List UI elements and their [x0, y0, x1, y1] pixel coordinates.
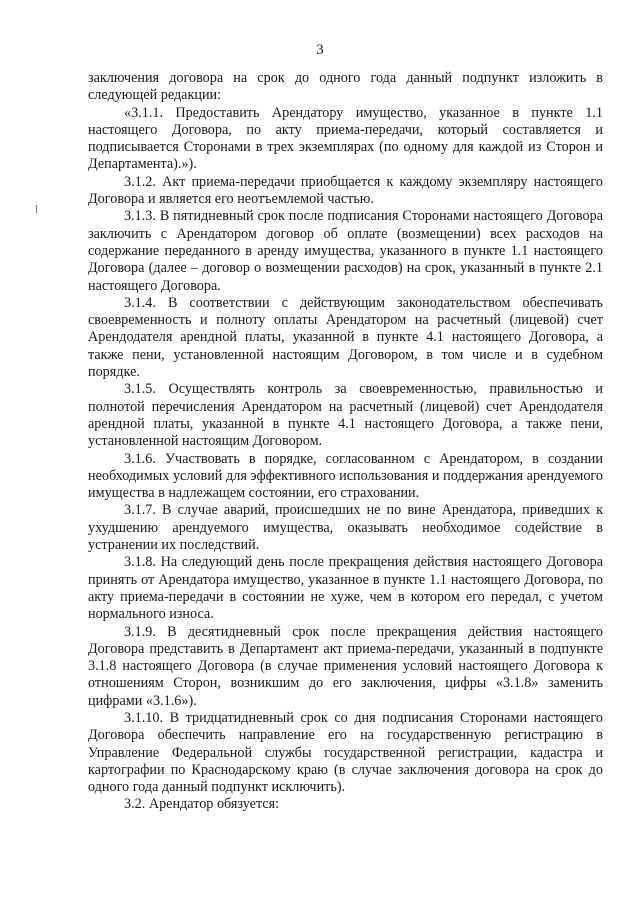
paragraph-3-1-2: 3.1.2. Акт приема-передачи приобщается к каждому экземпляру настоящего Договора и является его неотъемлемой частью.	[88, 173, 603, 208]
paragraph-3-1-6: 3.1.6. Участвовать в порядке, согласованном с Арендатором, в создании необходимых условий для эффективного использования и поддержания арендуемого имущества в надлежащем состоянии, его страховании.	[88, 450, 603, 502]
margin-mark	[36, 205, 37, 213]
paragraph-3-1-5: 3.1.5. Осуществлять контроль за своевременностью, правильностью и полнотой перечисления Арендатором на расчетный (лицевой) счет Арендодателя арендной платы, указанной в пункте 4.1 настоящего Договора, а также пени, установленной настоящим Договором.	[88, 381, 603, 450]
paragraph-continuation: заключения договора на срок до одного года данный подпункт изложить в следующей редакции:	[88, 70, 603, 104]
paragraph-3-1-1: «3.1.1. Предоставить Арендатору имущество, указанное в пункте 1.1 настоящего Договора, по акту приема-передачи, который составляется и подписывается Сторонами в трех экземплярах (по одному для каждой из Сторон и Департамента).»).	[88, 104, 603, 173]
paragraph-3-1-3: 3.1.3. В пятидневный срок после подписания Сторонами настоящего Договора заключить с Арендатором договор об оплате (возмещении) всех расходов на содержание переданного в аренду имущества, указанного в пункте 1.1 настоящего Договора (далее – договор о возмещении расходов) на срок, указанный в пункте 2.1 настоящего Договора.	[88, 208, 603, 294]
paragraph-3-1-4: 3.1.4. В соответствии с действующим законодательством обеспечивать своевременность и полноту оплаты Арендатором на расчетный (лицевой) счет Арендодателя арендной платы, указанной в пункте 4.1 настоящего Договора, а также пени, установленной настоящим Договором, в том числе и в судебном порядке.	[88, 294, 603, 381]
paragraph-3-1-7: 3.1.7. В случае аварий, происшедших не по вине Арендатора, приведших к ухудшению арендуемого имущества, оказывать необходимое содействие в устранении их последствий.	[88, 502, 603, 554]
paragraph-3-2: 3.2. Арендатор обязуется:	[124, 796, 280, 813]
paragraph-3-1-8: 3.1.8. На следующий день после прекращения действия настоящего Договора принять от Арендатора имущество, указанное в пункте 1.1 настоящего Договора, по акту приема-передачи в состоянии не хуже, чем в котором его передал, с учетом нормального износа.	[88, 554, 603, 623]
page-number: 3	[316, 42, 324, 58]
document-body	[88, 70, 603, 814]
paragraph-3-1-9: 3.1.9. В десятидневный срок после прекращения действия настоящего Договора представить в Департамент акт приема-передачи, указанный в подпункте 3.1.8 настоящего Договора (в случае применения условий настоящего Договора к отношениям Сторон, возникшим до его заключения, цифры «3.1.8» заменить цифрами «3.1.6»).	[88, 623, 603, 709]
paragraph-3-1-10: 3.1.10. В тридцатидневный срок со дня подписания Сторонами настоящего Договора обеспечить направление его на государственную регистрацию в Управление Федеральной службы государственной регистрации, кадастра и картографии по Краснодарскому краю (в случае заключения договора на срок до одного года данный подпункт исключить).	[88, 709, 603, 796]
